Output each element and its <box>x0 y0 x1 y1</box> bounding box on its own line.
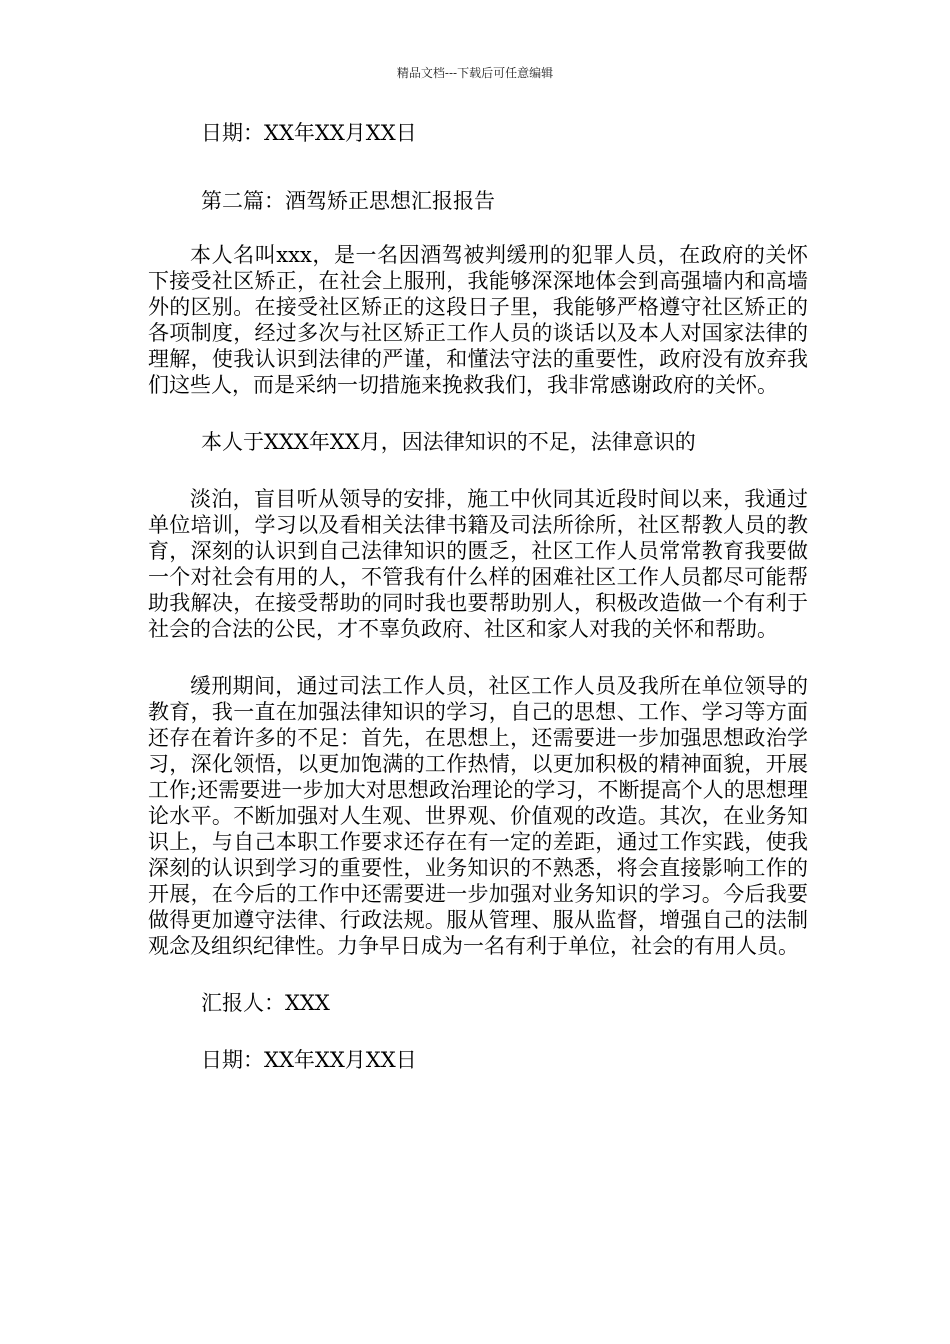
paragraph-1: 本人名叫xxx，是一名因酒驾被判缓刑的犯罪人员，在政府的关怀下接受社区矫正，在社会上服刑，我能够深深地体会到高强墙内和高墙外的区别。在接受社区矫正的这段日子里，我能够严格遵守社区矫正的各项制度，经过多次与社区矫正工作人员的谈话以及本人对国家法律的理解，使我认识到法律的严谨，和懂法守法的重要性，政府没有放弃我们这些人，而是采纳一切措施来挽救我们，我非常感谢政府的关怀。 <box>148 243 808 397</box>
paragraph-4: 缓刑期间，通过司法工作人员，社区工作人员及我所在单位领导的教育，我一直在加强法律知识的学习，自己的思想、工作、学习等方面还存在着许多的不足：首先，在思想上，还需要进一步加强思想政治学习，深化领悟，以更加饱满的工作热情，以更加积极的精神面貌，开展工作;还需要进一步加大对思想政治理论的学习，不断提高个人的思想理论水平。不断加强对人生观、世界观、价值观的改造。其次，在业务知识上，与自己本职工作要求还存在有一定的差距，通过工作实践，使我深刻的认识到学习的重要性，业务知识的不熟悉，将会直接影响工作的开展，在今后的工作中还需要进一步加强对业务知识的学习。今后我要做得更加遵守法律、行政法规。服从管理、服从监督，增强自己的法制观念及组织纪律性。力争早日成为一名有利于单位，社会的有用人员。 <box>148 674 808 958</box>
reporter-line: 汇报人：XXX <box>201 991 330 1015</box>
page-header: 精品文档---下载后可任意编辑 <box>396 66 554 80</box>
section-title: 第二篇：酒驾矫正思想汇报报告 <box>201 189 495 213</box>
paragraph-2: 本人于XXX年XX月，因法律知识的不足，法律意识的 <box>201 430 696 454</box>
paragraph-3: 淡泊，盲目听从领导的安排，施工中伙同其近段时间以来，我通过单位培训，学习以及看相关法律书籍及司法所徐所，社区帮教人员的教育，深刻的认识到自己法律知识的匮乏，社区工作人员常常教育我要做一个对社会有用的人，不管我有什么样的困难社区工作人员都尽可能帮助我解决，在接受帮助的同时我也要帮助别人，积极改造做一个有利于社会的合法的公民，才不辜负政府、社区和家人对我的关怀和帮助。 <box>148 487 808 641</box>
document-body <box>148 120 808 1073</box>
date-top: 日期：XX年XX月XX日 <box>201 121 417 145</box>
date-bottom: 日期：XX年XX月XX日 <box>201 1048 417 1072</box>
